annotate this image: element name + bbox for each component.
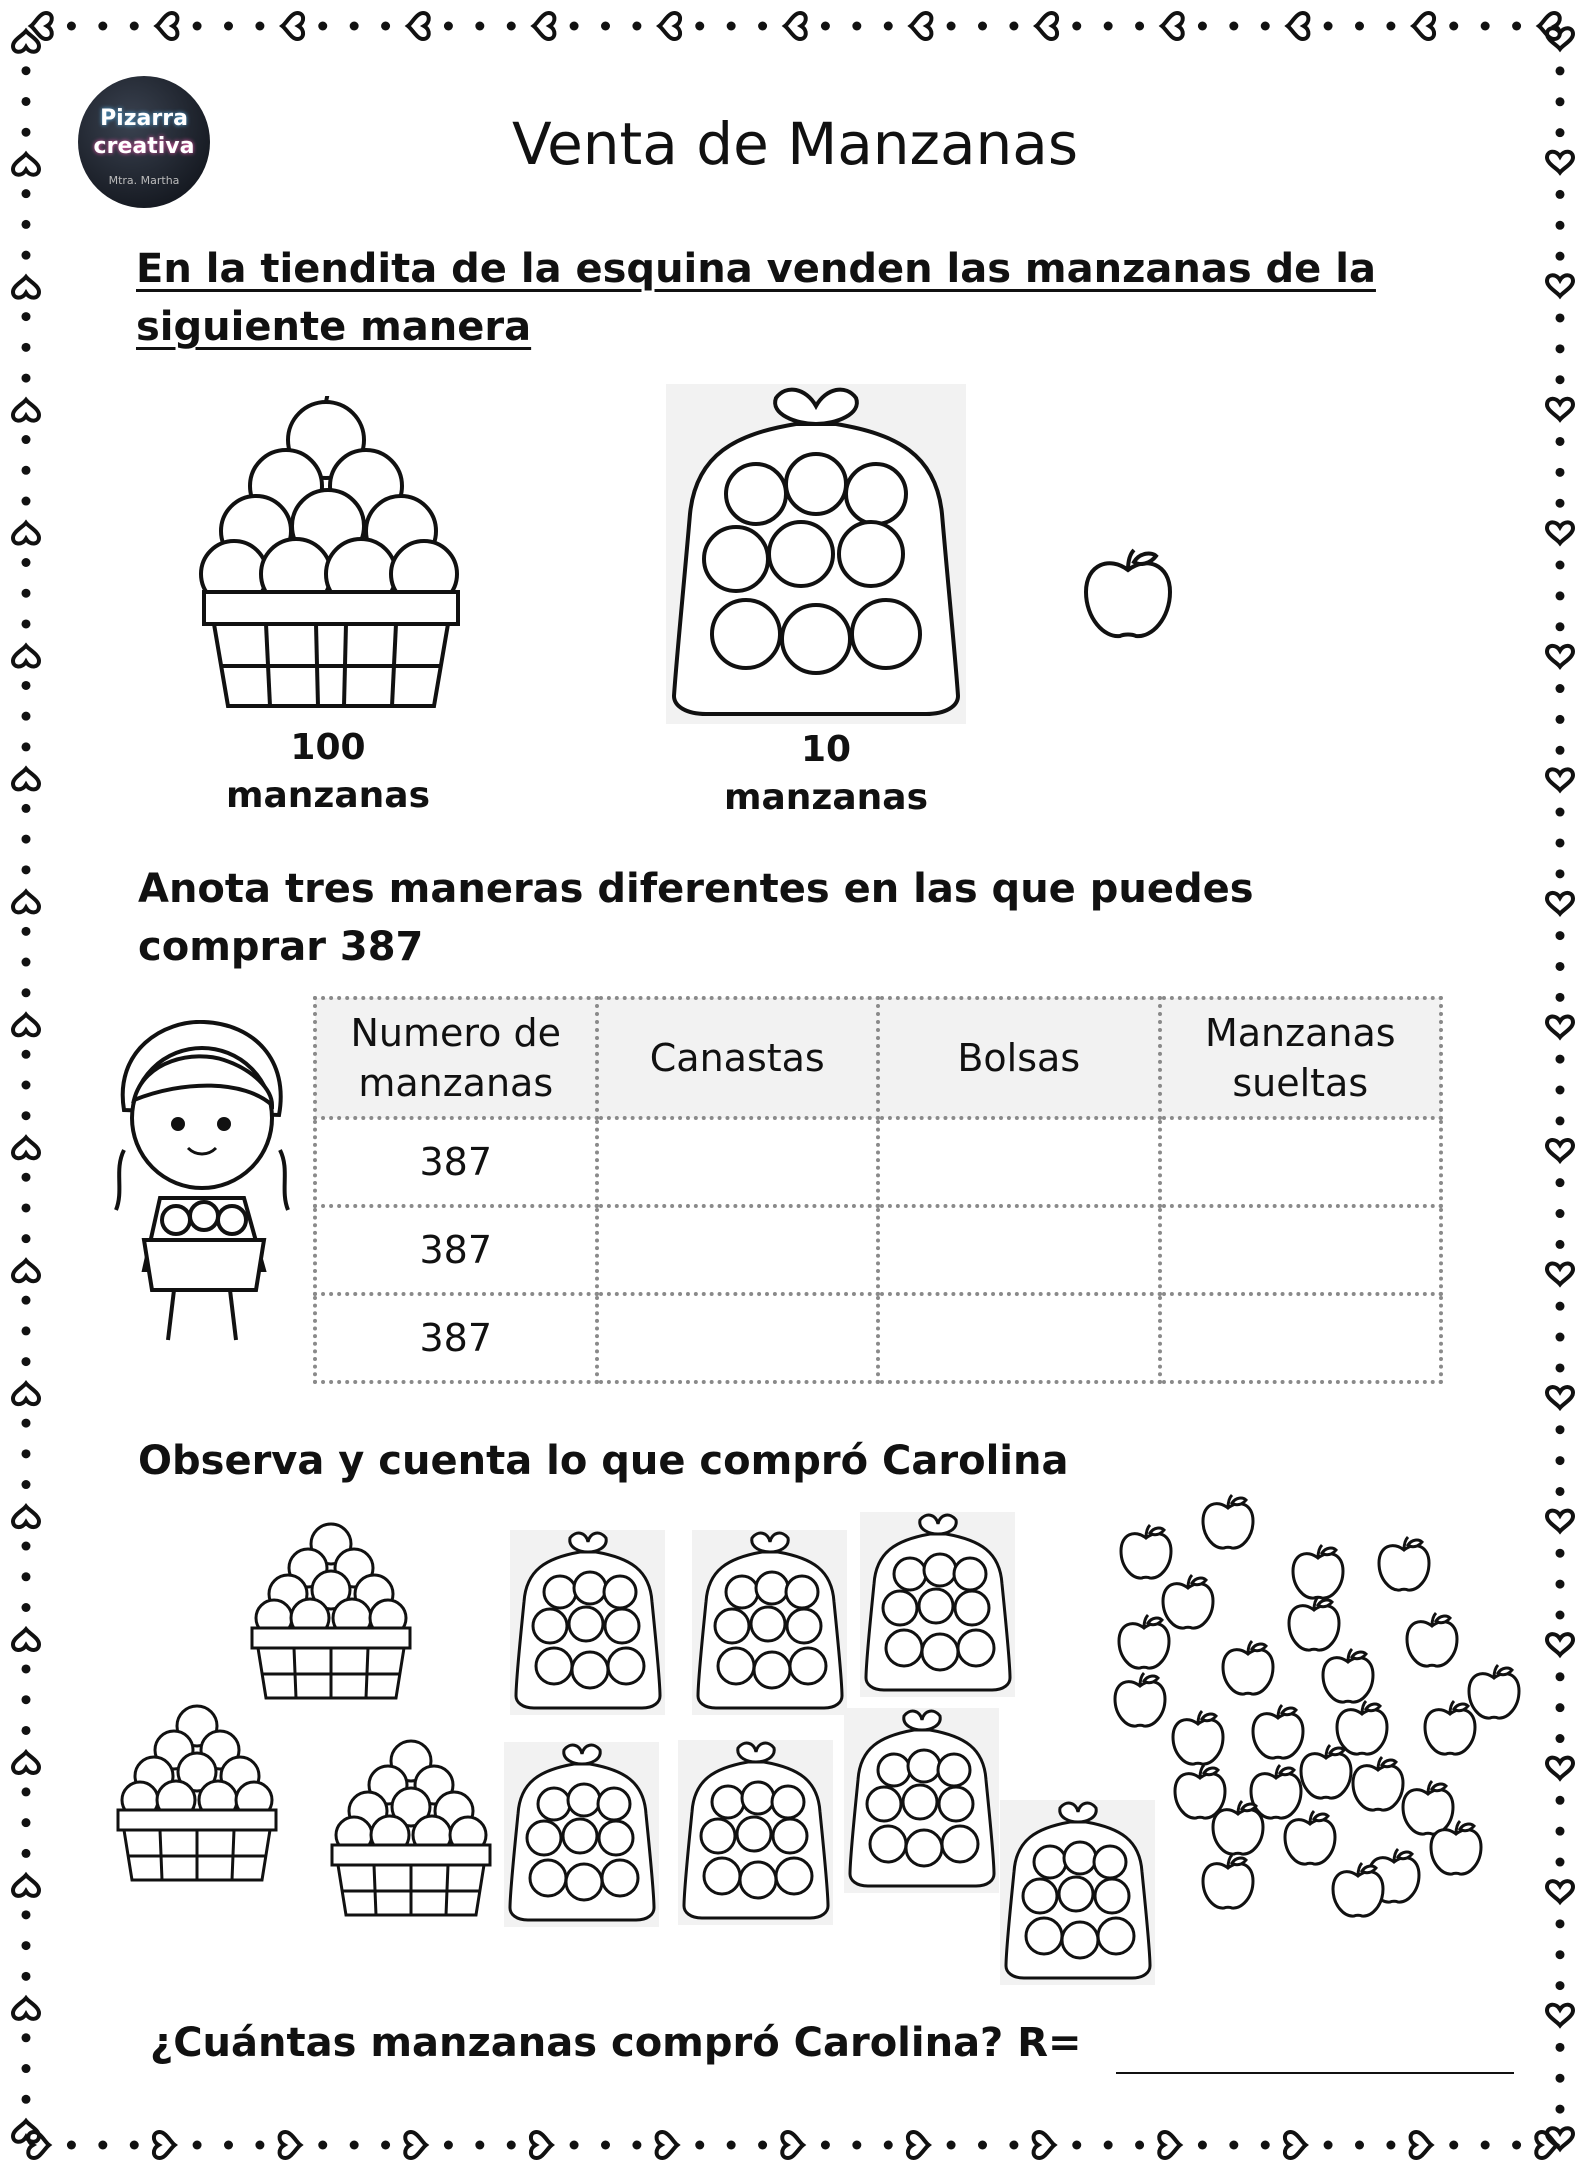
basket-unit-word: manzanas (225, 775, 431, 816)
purchase-basket (118, 1706, 276, 1880)
basket-count: 100 (290, 727, 366, 768)
pizarra-creativa-logo: Pizarra creativa Mtra. Martha (78, 76, 210, 208)
header-canastas: Canastas (597, 998, 879, 1118)
purchase-loose-apple (1323, 1649, 1373, 1702)
purchase-basket (332, 1741, 490, 1915)
purchase-bag (510, 1530, 665, 1715)
purchase-loose-apple (1403, 1781, 1453, 1834)
answer-input-line[interactable] (1116, 2072, 1514, 2074)
purchase-loose-apple (1469, 1665, 1519, 1718)
purchase-loose-apple (1203, 1495, 1253, 1548)
purchase-loose-apple (1293, 1545, 1343, 1598)
purchase-loose-apple (1289, 1597, 1339, 1650)
header-bolsas: Bolsas (878, 998, 1160, 1118)
purchase-loose-apple (1173, 1711, 1223, 1764)
purchase-loose-apple (1407, 1613, 1457, 1666)
purchase-loose-apple (1203, 1855, 1253, 1908)
purchase-basket (252, 1524, 410, 1698)
header-numero-de-manzanas: Numero de manzanas (315, 998, 597, 1118)
purchase-loose-apple (1251, 1765, 1301, 1818)
purchase-loose-apple (1425, 1701, 1475, 1754)
purchase-loose-apple (1301, 1745, 1351, 1798)
row2-number-cell: 387 (315, 1206, 597, 1294)
row1-number-cell: 387 (315, 1118, 597, 1206)
purchase-bag (678, 1740, 833, 1925)
purchase-bag (504, 1742, 659, 1927)
question-how-many-apples: ¿Cuántas manzanas compró Carolina? R= (150, 2020, 1082, 2066)
purchase-loose-apple (1253, 1705, 1303, 1758)
purchase-bag (844, 1708, 999, 1893)
bag-unit-word: manzanas (723, 777, 929, 818)
observe-heading: Observa y cuenta lo que compró Carolina (138, 1438, 1069, 1484)
task-heading: Anota tres maneras diferentes en las que puedes comprar 387 (138, 866, 1254, 970)
purchase-bag (1000, 1800, 1155, 1985)
purchase-loose-apple (1121, 1525, 1171, 1578)
row3-number-cell: 387 (315, 1294, 597, 1382)
purchase-loose-apple (1337, 1701, 1387, 1754)
purchase-bag (860, 1512, 1015, 1697)
intro-heading: En la tiendita de la esquina venden las manzanas de la siguiente manera (136, 246, 1376, 350)
purchase-loose-apple (1115, 1673, 1165, 1726)
header-manzanas-sueltas: Manzanas sueltas (1160, 998, 1442, 1118)
purchase-loose-apple (1163, 1575, 1213, 1628)
purchase-loose-apple (1223, 1641, 1273, 1694)
purchase-bag (692, 1530, 847, 1715)
purchase-loose-apple (1285, 1811, 1335, 1864)
page-title: Venta de Manzanas (511, 110, 1079, 178)
purchase-loose-apple (1379, 1537, 1429, 1590)
purchase-loose-apple (1353, 1757, 1403, 1810)
purchase-loose-apple (1175, 1765, 1225, 1818)
bag-count: 10 (800, 729, 852, 770)
purchase-loose-apple (1119, 1615, 1169, 1668)
